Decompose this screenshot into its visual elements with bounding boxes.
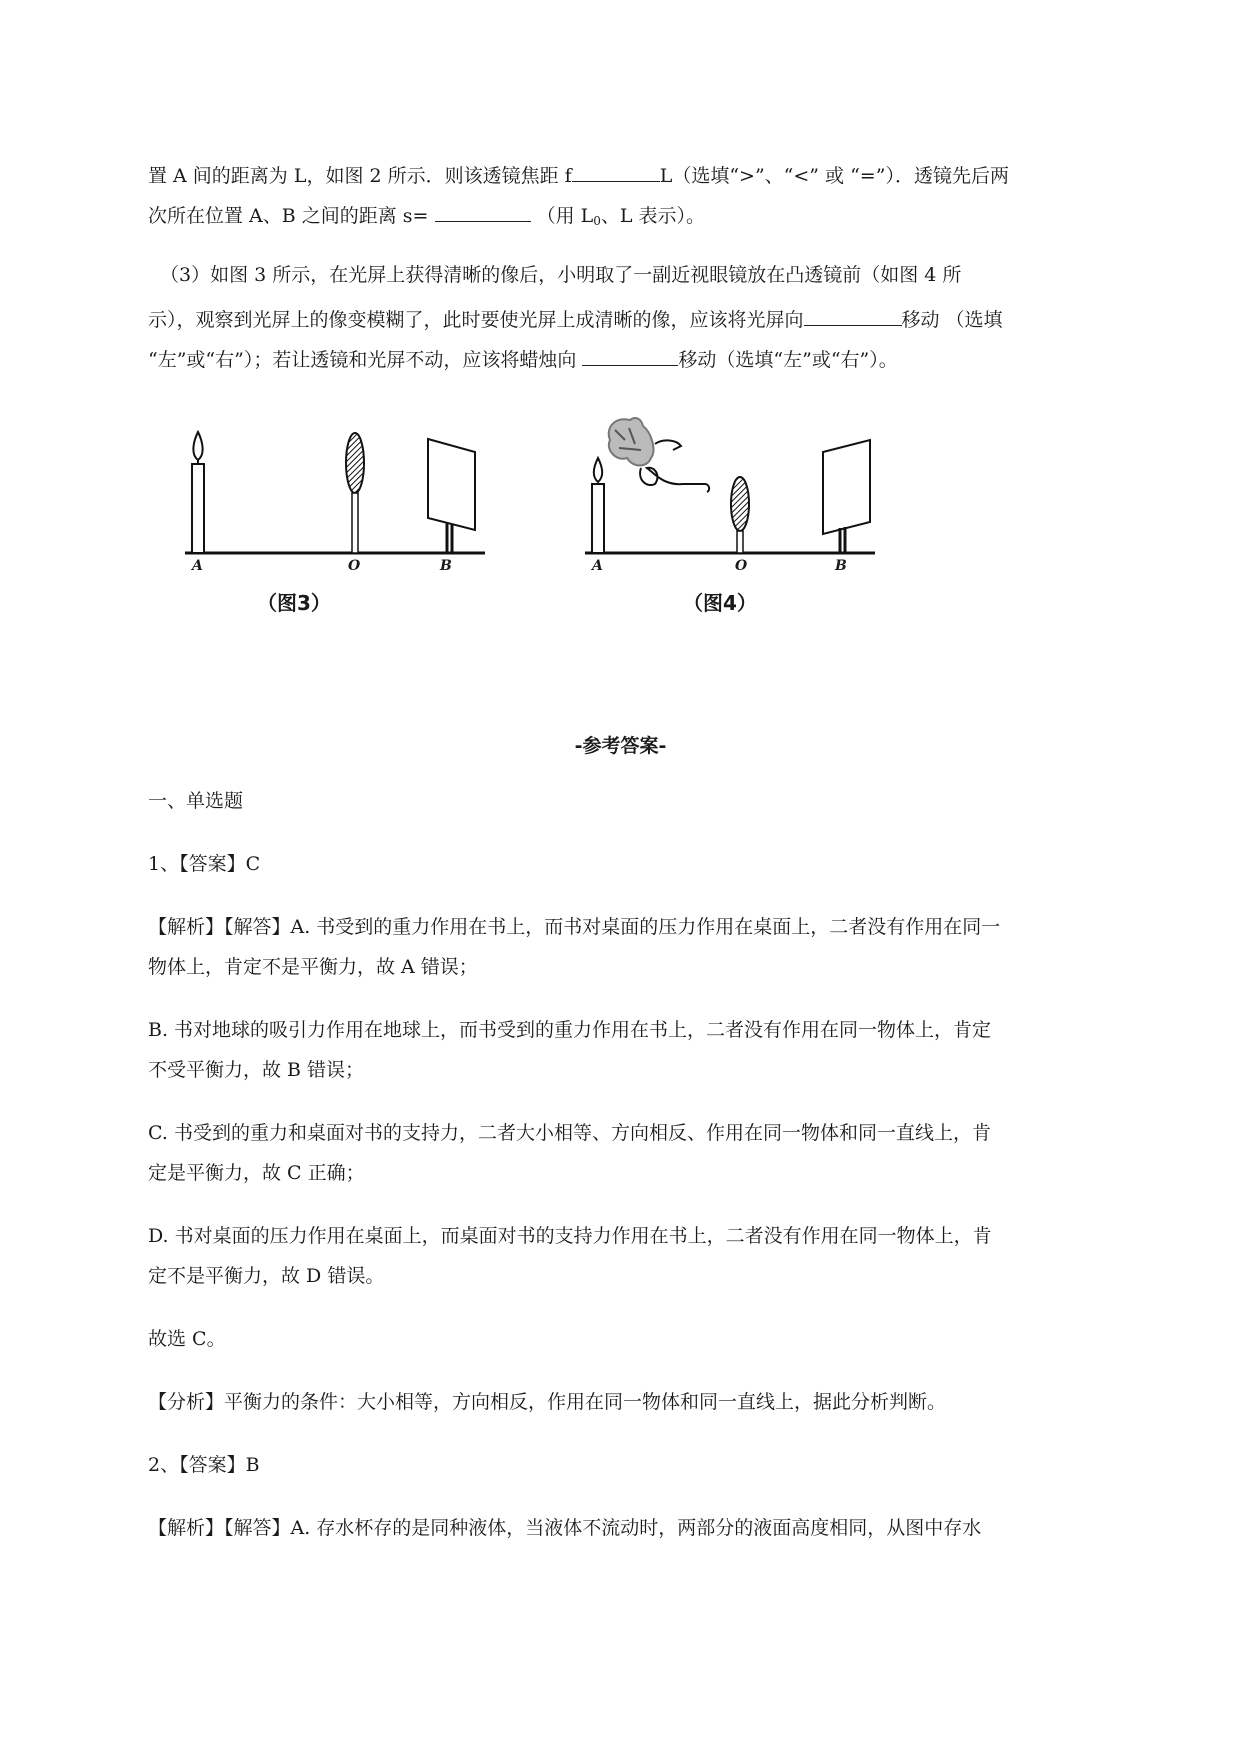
text-span: 、L 表示）。 [600, 205, 706, 227]
q1-analysis: 【分析】平衡力的条件：大小相等，方向相反，作用在同一物体和同一直线上，据此分析判断。 [148, 1391, 947, 1413]
point-a-label: A [592, 558, 603, 574]
text-span: 移动 （选填 [901, 309, 1003, 331]
figure-4-caption: （图4） [683, 591, 757, 615]
question-part3-line2 [148, 307, 1003, 330]
fill-blank[interactable] [435, 203, 531, 222]
text-span: “左”或“右”）；若让透镜和光屏不动，应该将蜡烛向 [148, 349, 577, 371]
q1-option-c-line1: C. 书受到的重力和桌面对书的支持力，二者大小相等、方向相反、作用在同一物体和同一直线上，肯 [148, 1122, 991, 1144]
light-screen [428, 439, 475, 530]
q1-option-c-line2: 定是平衡力，故 C 正确； [148, 1162, 365, 1184]
point-o-label: O [735, 558, 748, 574]
figure-3 [185, 430, 505, 620]
text-span: （用 L [536, 205, 594, 227]
q1-option-b-line2: 不受平衡力，故 B 错误； [148, 1059, 365, 1081]
figure-4 [585, 410, 905, 620]
point-o-label: O [348, 558, 361, 574]
candle-flame [193, 432, 202, 460]
question-part2-line2 [148, 203, 705, 227]
convex-lens [346, 433, 364, 493]
light-screen [823, 440, 870, 534]
subscript: 0 [593, 214, 601, 228]
question-part2-line1 [148, 163, 1009, 186]
candle-body [192, 464, 204, 553]
point-b-label: B [835, 558, 847, 574]
point-b-label: B [440, 558, 452, 574]
answers-heading: -参考答案- [574, 735, 667, 757]
convex-lens [731, 477, 749, 531]
figure-3-caption: （图3） [257, 591, 331, 615]
text-span: L（选填“>”、“<” 或 “=”）．透镜先后两 [659, 165, 1009, 187]
q1-option-b-line1: B. 书对地球的吸引力作用在地球上，而书受到的重力作用在书上，二者没有作用在同一物体上，肯定 [148, 1019, 992, 1041]
q1-explanation-line2: 物体上，肯定不是平衡力，故 A 错误； [148, 956, 478, 978]
q2-answer: 2、【答案】B [148, 1454, 260, 1476]
lens-stand [352, 493, 358, 553]
text-span: 示），观察到光屏上的像变模糊了，此时要使光屏上成清晰的像，应该将光屏向 [148, 309, 804, 331]
question-part3-line3 [148, 347, 898, 370]
q1-answer: 1、【答案】C [148, 853, 261, 875]
q1-option-d-line2: 定不是平衡力，故 D 错误。 [148, 1265, 385, 1287]
section-title: 一、单选题 [148, 790, 244, 812]
candle-flame [594, 458, 602, 482]
lens-stand [737, 531, 743, 553]
q1-choice: 故选 C。 [148, 1328, 226, 1350]
fill-blank[interactable] [804, 307, 902, 326]
fill-blank[interactable] [572, 163, 660, 182]
q2-explanation-line1: 【解析】【解答】A. 存水杯存的是同种液体，当液体不流动时，两部分的液面高度相同，从图中存水 [148, 1517, 982, 1539]
point-a-label: A [192, 558, 203, 574]
question-part3-line1: （3）如图 3 所示，在光屏上获得清晰的像后，小明取了一副近视眼镜放在凸透镜前（如图 4 所 [160, 264, 962, 286]
q1-option-d-line1: D. 书对桌面的压力作用在桌面上，而桌面对书的支持力作用在书上，二者没有作用在同一物体上，肯 [148, 1225, 992, 1247]
fill-blank[interactable] [582, 347, 678, 366]
text-span: 次所在位置 A、B 之间的距离 s= [148, 205, 429, 227]
figure-3-diagram [185, 430, 505, 620]
text-span: 置 A 间的距离为 L，如图 2 所示．则该透镜焦距 f [148, 165, 572, 187]
candle-body [592, 484, 604, 553]
text-span: 移动（选填“左”或“右”）。 [678, 349, 898, 371]
q1-explanation-line1: 【解析】【解答】A. 书受到的重力作用在书上，而书对桌面的压力作用在桌面上，二者没有作用在同一 [148, 916, 1001, 938]
person-with-glasses-icon [609, 418, 709, 492]
